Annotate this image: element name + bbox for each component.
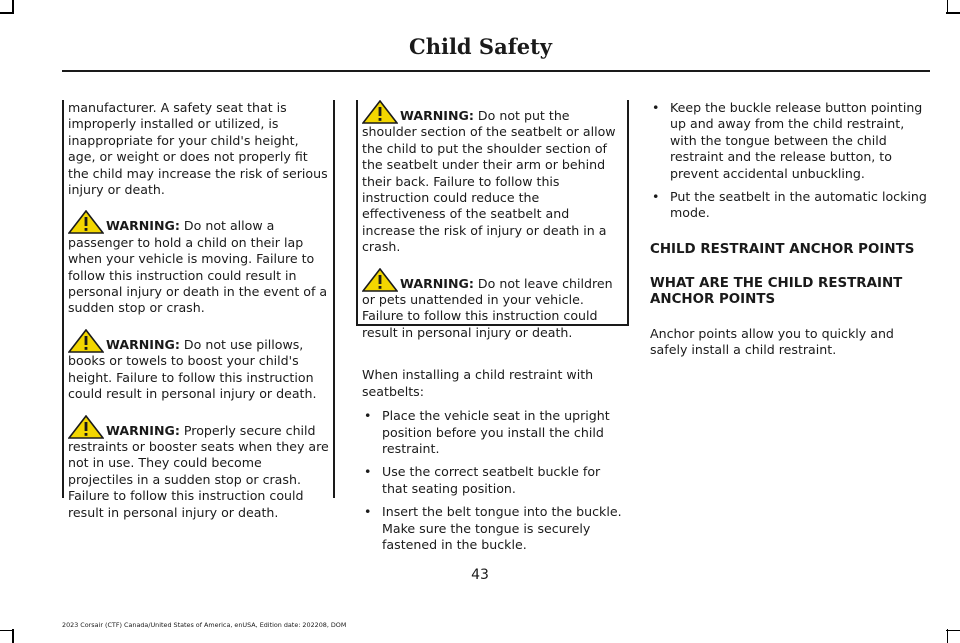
warning-triangle-icon: [68, 415, 104, 439]
intro-paragraph: manufacturer. A safety seat that is improperly installed or utilized, is inappropriate for your child's height, age, or weight or does not properly fit the child may increase the risk of serious injury or death.: [68, 100, 328, 198]
crop-mark: [947, 629, 949, 643]
list-item: • Put the seatbelt in the automatic locking mode.: [652, 189, 927, 221]
warning-unattended: [362, 268, 624, 342]
warning-text: Do not use pillows, books or towels to boost your child's height. Failure to follow this instruction could result in personal injury or death.: [68, 336, 317, 402]
install-steps-list: [362, 408, 624, 553]
warning-secure-restraints: [68, 415, 330, 521]
edition-footer: 2023 Corsair (CTF) Canada/United States of America, enUSA, Edition date: 202208, DOM: [62, 621, 347, 629]
list-item: • Use the correct seatbelt buckle for that seating position.: [364, 464, 601, 496]
page-title: Child Safety: [408, 34, 552, 59]
bullet: •: [652, 100, 660, 115]
warning-text: Do not put the shoulder section of the seatbelt or allow the child to put the shoulder section of the seatbelt under their arm or behind their back. Failure to follow this instruction could reduce the effectiveness of the seatbelt and increase the risk of injury or death in a crash.: [362, 108, 616, 255]
warning-text: Do not allow a passenger to hold a child on their lap when your vehicle is moving. Failure to follow this instruction could result in personal injury or death in the event of a sudden stop or crash.: [68, 218, 328, 316]
crop-mark: [0, 630, 14, 632]
warning-label: WARNING:: [106, 422, 180, 438]
warning-triangle-icon: [362, 268, 398, 292]
crop-mark: [0, 12, 14, 14]
anchor-points-paragraph: Anchor points allow you to quickly and safely install a child restraint.: [650, 325, 894, 358]
column-3: [650, 100, 928, 371]
warning-boost-height: [68, 329, 330, 403]
list-item: • Insert the belt tongue into the buckle. Make sure the tongue is securely fastened in the buckle.: [364, 504, 622, 552]
warning-text: Do not leave children or pets unattended in your vehicle. Failure to follow this instruction could result in personal injury or death.: [362, 275, 613, 340]
list-item: • Place the vehicle seat in the upright position before you install the child restraint.: [364, 408, 610, 456]
crop-mark: [946, 630, 960, 632]
warning-shoulder-belt: [362, 100, 624, 256]
warning-triangle-icon: [362, 100, 398, 124]
warning-triangle-icon: [68, 210, 104, 234]
page-number: 43: [471, 567, 489, 583]
crop-mark: [12, 629, 14, 643]
bullet: •: [364, 464, 372, 480]
column-1: [68, 100, 330, 533]
section-heading: CHILD RESTRAINT ANCHOR POINTS: [650, 241, 915, 257]
warning-text: Properly secure child restraints or booster seats when they are not in use. They could become projectiles in a sudden stop or crash. Failure to follow this instruction could result in personal injury or death.: [68, 422, 329, 520]
warning-label: WARNING:: [106, 336, 180, 352]
subsection-heading: WHAT ARE THE CHILD RESTRAINT ANCHOR POINTS: [650, 275, 903, 307]
list-item: • Keep the buckle release button pointing up and away from the child restraint, with the tongue between the child restraint and the release button, to prevent accidental unbuckling.: [652, 100, 923, 181]
crop-mark: [946, 12, 960, 14]
warning-label: WARNING:: [400, 108, 474, 123]
install-lead-text: When installing a child restraint with seatbelts:: [362, 367, 594, 399]
bullet: •: [652, 189, 660, 205]
bullet: •: [364, 504, 372, 520]
warning-label: WARNING:: [106, 218, 180, 234]
warning-label: WARNING:: [400, 275, 474, 291]
header-divider: [62, 70, 930, 72]
warning-box-left-border: [62, 100, 64, 498]
bullet: •: [364, 408, 372, 424]
column-2: [362, 100, 624, 560]
warning-passenger-lap: [68, 210, 330, 316]
warning-triangle-icon: [68, 329, 104, 353]
warning-box-right-border: [333, 100, 335, 498]
install-steps-list-continued: [650, 100, 928, 222]
